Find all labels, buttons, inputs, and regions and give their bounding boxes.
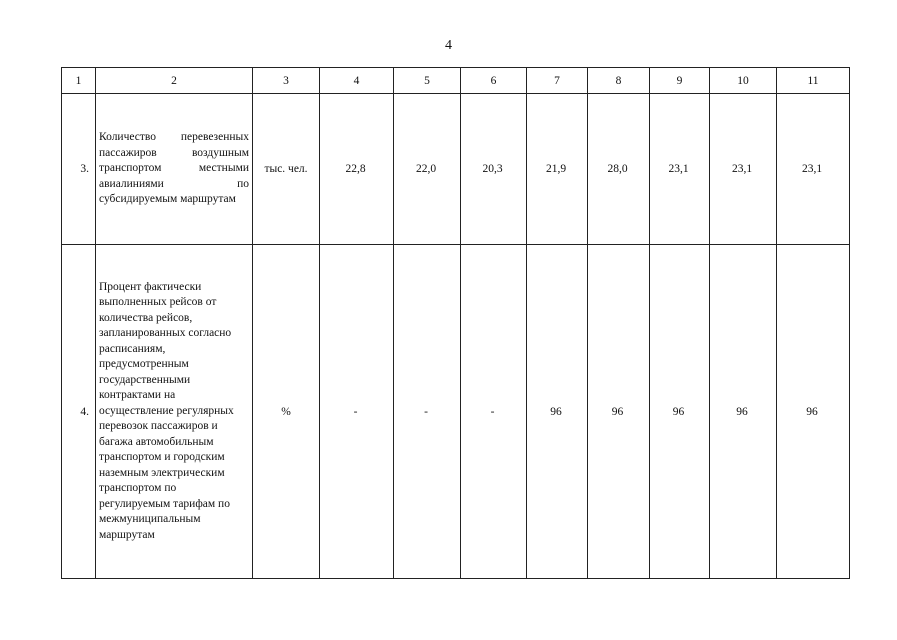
row-value: 22,8 — [320, 94, 394, 245]
row-index: 3. — [62, 94, 96, 245]
column-header: 10 — [710, 68, 777, 94]
row-value: 21,9 — [527, 94, 588, 245]
column-header: 4 — [320, 68, 394, 94]
header-row — [62, 68, 850, 94]
column-header: 3 — [253, 68, 320, 94]
row-value: 96 — [710, 245, 777, 579]
column-header: 2 — [96, 68, 253, 94]
row-value: 23,1 — [710, 94, 777, 245]
row-unit: % — [253, 245, 320, 579]
column-header: 7 — [527, 68, 588, 94]
row-value: - — [461, 245, 527, 579]
row-index: 4. — [62, 245, 96, 579]
row-value: 96 — [527, 245, 588, 579]
column-header: 6 — [461, 68, 527, 94]
row-value: 22,0 — [394, 94, 461, 245]
row-value: 96 — [777, 245, 850, 579]
column-header: 5 — [394, 68, 461, 94]
row-value: 23,1 — [650, 94, 710, 245]
row-value: 23,1 — [777, 94, 850, 245]
column-header: 1 — [62, 68, 96, 94]
column-header: 8 — [588, 68, 650, 94]
row-value: 20,3 — [461, 94, 527, 245]
column-header: 9 — [650, 68, 710, 94]
table-row — [62, 94, 850, 245]
table-header — [62, 68, 850, 94]
row-value: 28,0 — [588, 94, 650, 245]
row-description: Процент фактически выполненных рейсов от количества рейсов, запланированных согласно расписаниям, предусмотренным государственными контрактами на осуществление регулярных перевозок пассажиров и багажа автомобильным транспортом и городским наземным электрическим транспортом по регулируемым тарифам по межмуниципальным маршрутам — [96, 245, 253, 579]
row-value: - — [394, 245, 461, 579]
page-number: 4 — [445, 38, 452, 53]
row-value: 96 — [588, 245, 650, 579]
indicators-table — [61, 67, 850, 579]
row-value: - — [320, 245, 394, 579]
row-unit: тыс. чел. — [253, 94, 320, 245]
table-row — [62, 245, 850, 579]
row-description: Количество перевезенных пассажиров воздушным транспортом местными авиалиниями по субсидируемым маршрутам — [96, 94, 253, 245]
column-header: 11 — [777, 68, 850, 94]
table-body — [62, 94, 850, 579]
row-value: 96 — [650, 245, 710, 579]
